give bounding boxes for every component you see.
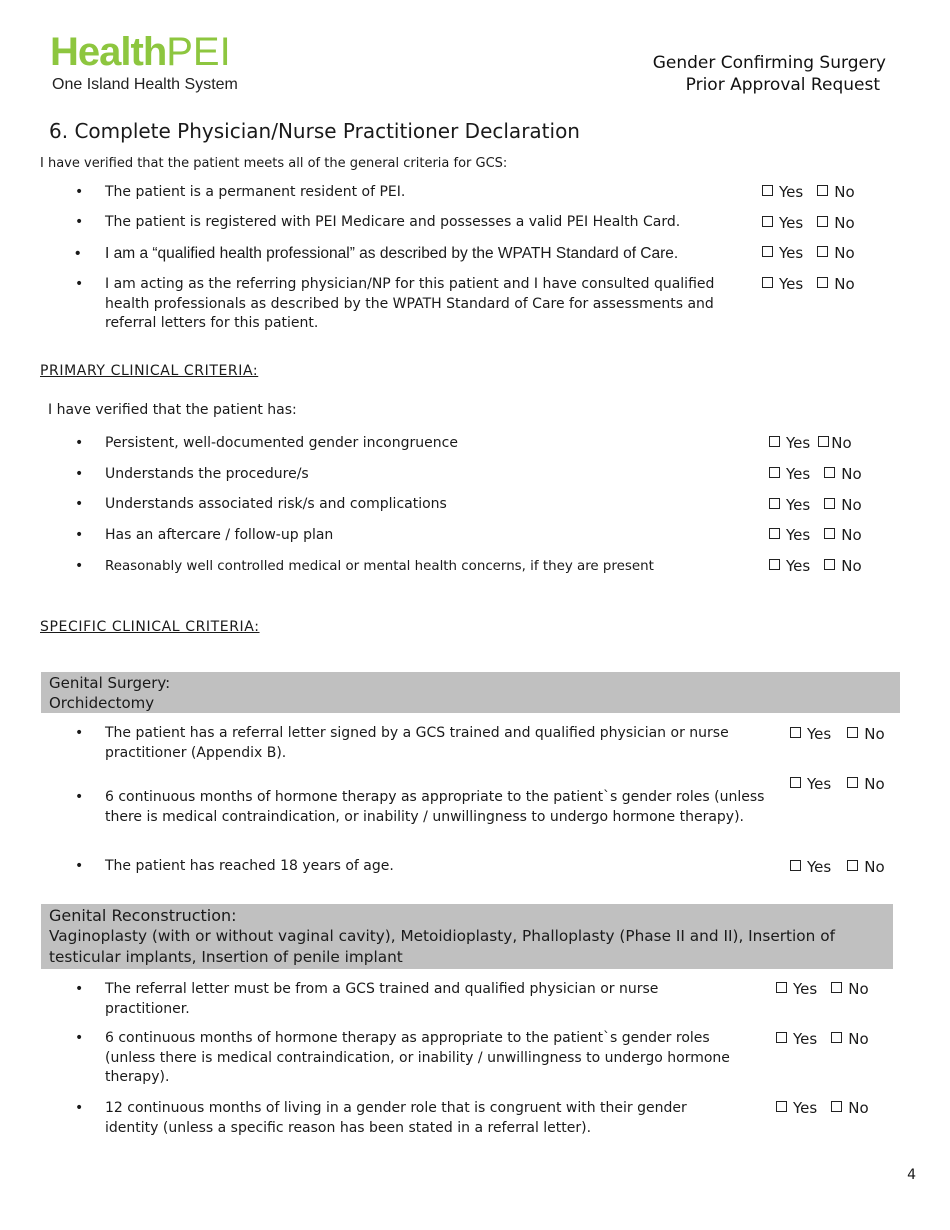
bullet: • (75, 725, 84, 741)
yes-no-group (769, 433, 852, 453)
criterion-text: Understands associated risk/s and complications (105, 496, 447, 512)
logo-health-text: Health (50, 30, 167, 74)
yes-no-group (769, 556, 862, 576)
no-checkbox[interactable] (847, 727, 858, 738)
yes-no-group (776, 979, 869, 999)
specific-criteria-heading: SPECIFIC CLINICAL CRITERIA: (40, 619, 260, 635)
no-checkbox[interactable] (817, 246, 828, 257)
yes-no-group (790, 857, 885, 877)
yes-label: Yes (779, 214, 804, 232)
no-checkbox[interactable] (817, 185, 828, 196)
bullet: • (75, 466, 84, 482)
yes-label: Yes (786, 434, 811, 452)
genital-reconstruction-title: Genital Reconstruction: (49, 906, 237, 925)
genital-surgery-title: Genital Surgery: (49, 674, 171, 692)
criterion-text: Understands the procedure/s (105, 466, 309, 482)
logo-pei-text: PEI (166, 30, 231, 74)
criterion-text: I am acting as the referring physician/NP for this patient and I have consulted qualified health professionals as described by the WPATH Standard of Care for assessments and referral letters for this patient. (105, 276, 715, 331)
no-label: No (841, 526, 862, 544)
yes-label: Yes (793, 1030, 818, 1048)
no-checkbox[interactable] (824, 559, 835, 570)
criterion-text: The referral letter must be from a GCS trained and qualified physician or nurse practitioner. (105, 981, 659, 1017)
document-title-line2: Prior Approval Request (685, 75, 880, 95)
yes-checkbox[interactable] (790, 860, 801, 871)
yes-checkbox[interactable] (769, 467, 780, 478)
yes-label: Yes (807, 725, 832, 743)
no-label: No (864, 725, 885, 743)
yes-label: Yes (786, 557, 811, 575)
yes-label: Yes (779, 183, 804, 201)
no-checkbox[interactable] (817, 277, 828, 288)
primary-criteria-intro: I have verified that the patient has: (48, 402, 297, 418)
criterion-text: 6 continuous months of hormone therapy as appropriate to the patient`s gender roles (unless there is medical contraindication, or inability / unwillingness to undergo hormone therapy). (105, 1030, 730, 1085)
yes-checkbox[interactable] (776, 1032, 787, 1043)
no-label: No (834, 244, 855, 262)
bullet: • (75, 245, 81, 262)
bullet: • (75, 981, 84, 997)
bullet: • (75, 184, 84, 200)
bullet: • (75, 789, 84, 805)
no-checkbox[interactable] (824, 498, 835, 509)
criterion-text: Reasonably well controlled medical or mental health concerns, if they are present (105, 559, 654, 574)
yes-checkbox[interactable] (762, 246, 773, 257)
yes-no-group (762, 213, 855, 233)
yes-checkbox[interactable] (769, 528, 780, 539)
criterion-text: The patient is registered with PEI Medicare and possesses a valid PEI Health Card. (105, 214, 681, 230)
yes-label: Yes (786, 465, 811, 483)
no-checkbox[interactable] (831, 1032, 842, 1043)
yes-label: Yes (807, 858, 832, 876)
health-pei-logo (50, 30, 231, 74)
no-label: No (841, 557, 862, 575)
criterion-text: Has an aftercare / follow-up plan (105, 527, 334, 543)
yes-checkbox[interactable] (790, 777, 801, 788)
yes-checkbox[interactable] (776, 1101, 787, 1112)
logo-tagline: One Island Health System (52, 76, 238, 93)
no-checkbox[interactable] (847, 860, 858, 871)
bullet: • (75, 858, 84, 874)
yes-checkbox[interactable] (762, 216, 773, 227)
no-checkbox[interactable] (817, 216, 828, 227)
yes-checkbox[interactable] (776, 982, 787, 993)
yes-label: Yes (793, 1099, 818, 1117)
no-checkbox[interactable] (831, 982, 842, 993)
yes-label: Yes (807, 775, 832, 793)
no-label: No (848, 1099, 869, 1117)
bullet: • (75, 558, 84, 574)
yes-no-group (790, 774, 885, 794)
yes-no-group (762, 182, 855, 202)
yes-label: Yes (786, 496, 811, 514)
no-label: No (831, 434, 852, 452)
yes-no-group (776, 1098, 869, 1118)
genital-surgery-subtitle: Orchidectomy (49, 694, 155, 712)
yes-label: Yes (786, 526, 811, 544)
document-title-line1: Gender Confirming Surgery (652, 53, 886, 73)
no-checkbox[interactable] (847, 777, 858, 788)
no-label: No (864, 858, 885, 876)
yes-no-group (790, 724, 885, 744)
yes-checkbox[interactable] (769, 559, 780, 570)
no-label: No (841, 496, 862, 514)
criterion-text: 12 continuous months of living in a gender role that is congruent with their gender identity (unless a specific reason has been stated in a referral letter). (105, 1100, 687, 1136)
page-number: 4 (907, 1167, 916, 1183)
no-label: No (848, 980, 869, 998)
genital-surgery-header (41, 672, 900, 713)
no-label: No (841, 465, 862, 483)
criterion-text: The patient is a permanent resident of PEI. (105, 184, 406, 200)
criterion-text: The patient has reached 18 years of age. (105, 858, 394, 874)
yes-no-group (776, 1029, 869, 1049)
yes-label: Yes (779, 244, 804, 262)
criterion-text: I am a “qualified health professional” as described by the WPATH Standard of Care. (105, 245, 679, 262)
bullet: • (75, 214, 84, 230)
yes-no-group (769, 464, 862, 484)
no-checkbox[interactable] (818, 436, 829, 447)
genital-reconstruction-subtitle: Vaginoplasty (with or without vaginal cavity), Metoidioplasty, Phalloplasty (Phase II and II), Insertion of testicular implants, Insertion of penile implant (49, 927, 835, 966)
yes-checkbox[interactable] (769, 498, 780, 509)
no-checkbox[interactable] (831, 1101, 842, 1112)
primary-criteria-heading: PRIMARY CLINICAL CRITERIA: (40, 363, 259, 379)
no-label: No (848, 1030, 869, 1048)
yes-checkbox[interactable] (769, 436, 780, 447)
bullet: • (75, 276, 84, 292)
yes-label: Yes (779, 275, 804, 293)
no-checkbox[interactable] (824, 467, 835, 478)
bullet: • (75, 496, 84, 512)
criterion-text: The patient has a referral letter signed by a GCS trained and qualified physician or nurse practitioner (Appendix B). (105, 725, 729, 761)
no-label: No (834, 183, 855, 201)
bullet: • (75, 1100, 84, 1116)
yes-checkbox[interactable] (790, 727, 801, 738)
yes-checkbox[interactable] (762, 277, 773, 288)
criterion-text: 6 continuous months of hormone therapy as appropriate to the patient`s gender roles (unless there is medical contraindication, or inability / unwillingness to undergo hormone therapy). (105, 789, 765, 825)
yes-checkbox[interactable] (762, 185, 773, 196)
no-label: No (834, 275, 855, 293)
general-criteria-intro: I have verified that the patient meets all of the general criteria for GCS: (40, 156, 508, 171)
yes-no-group (769, 495, 862, 515)
no-checkbox[interactable] (824, 528, 835, 539)
bullet: • (75, 1030, 84, 1046)
bullet: • (75, 527, 84, 543)
no-label: No (834, 214, 855, 232)
section-heading: 6. Complete Physician/Nurse Practitioner Declaration (49, 119, 580, 143)
bullet: • (75, 435, 84, 451)
criterion-text: Persistent, well-documented gender incongruence (105, 435, 458, 451)
yes-no-group (762, 274, 855, 294)
yes-label: Yes (793, 980, 818, 998)
yes-no-group (769, 525, 862, 545)
no-label: No (864, 775, 885, 793)
document-title (653, 52, 886, 96)
yes-no-group (762, 243, 855, 263)
genital-reconstruction-header (41, 904, 893, 969)
